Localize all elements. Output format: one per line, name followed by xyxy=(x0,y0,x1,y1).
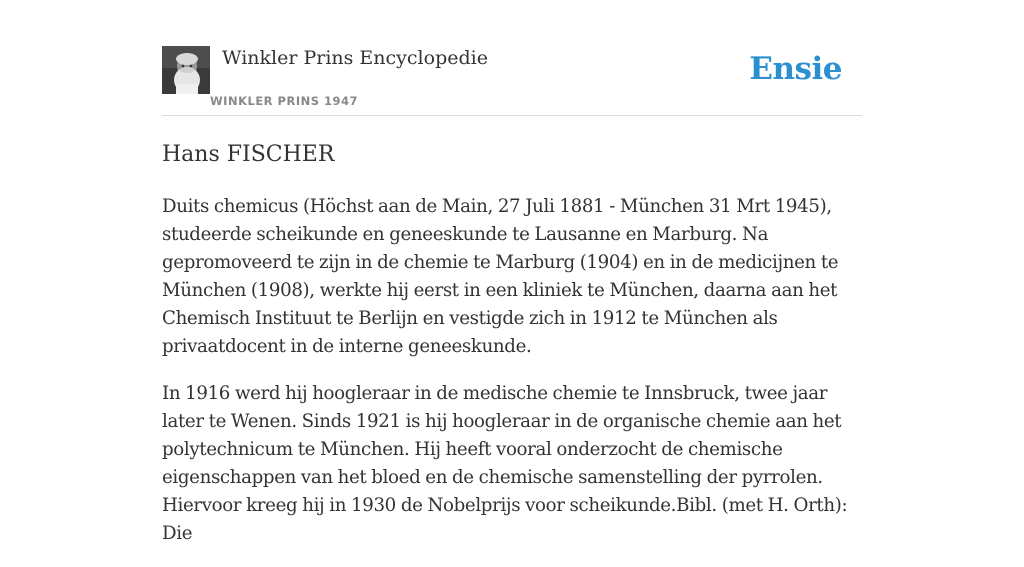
article-paragraph: Duits chemicus (Höchst aan de Main, 27 Juli 1881 - München 31 Mrt 1945), studeerde scheikunde en geneeskunde te Lausanne en Marburg. Na gepromoveerd te zijn in de chemie te Marburg (1904) en in de medicijnen te München (1908), werkte hij eerst in een kliniek te München, daarna aan het Chemisch Instituut te Berlijn en vestigde zich in 1912 te München als privaatdocent in de interne geneeskunde. xyxy=(162,196,839,357)
ensie-logo[interactable]: Ensie xyxy=(749,51,842,87)
article-paragraph: In 1916 werd hij hoogleraar in de medische chemie te Innsbruck, twee jaar later te Wenen. Sinds 1921 is hij hoogleraar in de organische chemie aan het polytechnicum te München. Hij heeft vooral onderzocht de chemische eigenschappen van het bloed en de chemische samenstelling der pyrrolen. Hiervoor kreeg hij in 1930 de Nobelprijs voor scheikunde.Bibl. (met H. Orth): Die xyxy=(162,383,848,544)
portrait-photo-icon[interactable] xyxy=(162,46,210,94)
page xyxy=(162,0,862,544)
edition-label[interactable]: WINKLER PRINS 1947 xyxy=(210,94,359,108)
site-header xyxy=(162,0,862,116)
article-title: Hans FISCHER xyxy=(162,142,335,167)
article-body xyxy=(162,193,862,567)
site-title[interactable]: Winkler Prins Encyclopedie xyxy=(222,47,488,69)
